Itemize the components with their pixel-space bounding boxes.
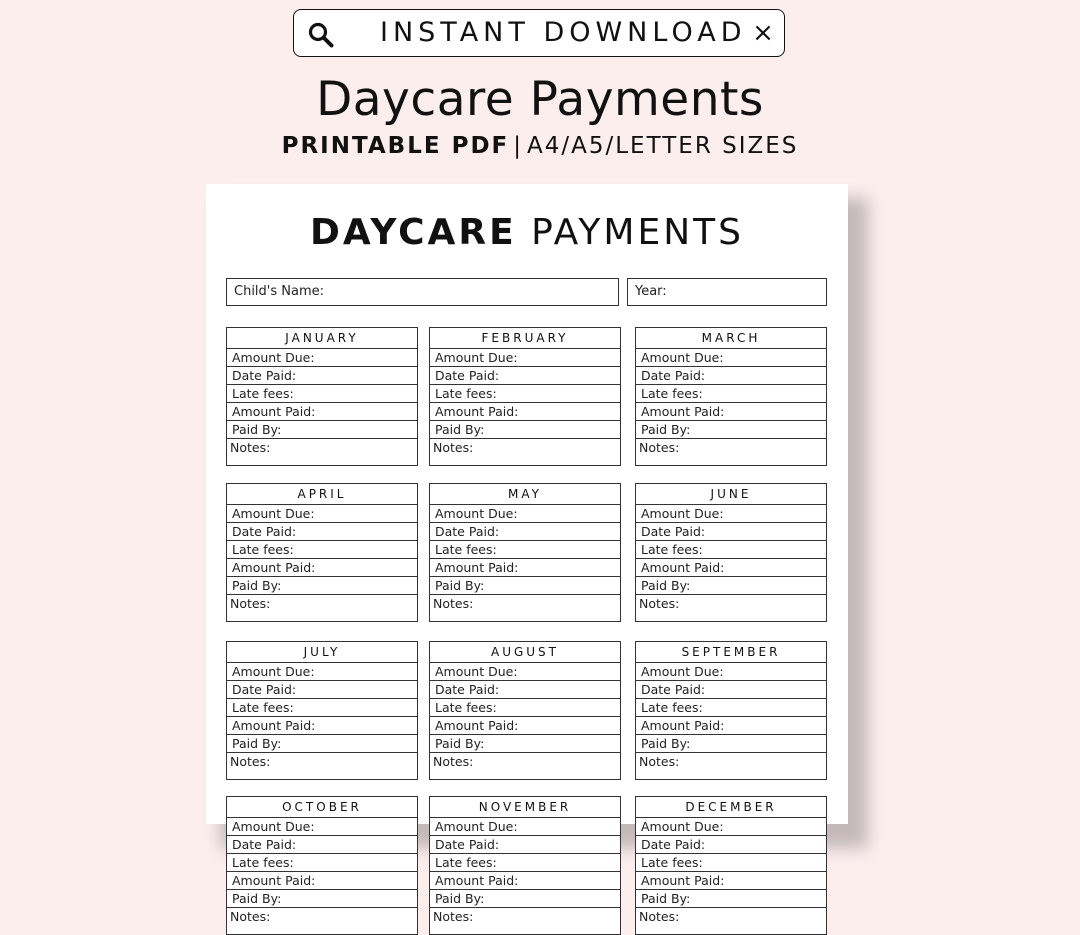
month-row-label: Notes: <box>230 440 271 455</box>
year-field: Year: <box>627 278 827 306</box>
month-row-label: Amount Due: <box>430 349 620 367</box>
month-header: SEPTEMBER <box>636 642 826 663</box>
subheadline-bold: PRINTABLE PDF <box>281 133 510 159</box>
month-block-november <box>429 796 621 935</box>
month-header: DECEMBER <box>636 797 826 818</box>
month-row-label: Paid By: <box>430 577 620 595</box>
month-row-label: Notes: <box>639 596 680 611</box>
month-row-label: Late fees: <box>227 854 417 872</box>
month-header: FEBRUARY <box>430 328 620 349</box>
month-row-label: Notes: <box>230 754 271 769</box>
month-block-january <box>226 327 418 466</box>
search-bar[interactable] <box>293 9 785 57</box>
month-header: JULY <box>227 642 417 663</box>
month-header: MARCH <box>636 328 826 349</box>
month-row-label: Date Paid: <box>227 681 417 699</box>
month-row-label: Paid By: <box>227 421 417 439</box>
month-row-label: Late fees: <box>227 699 417 717</box>
month-row-label: Date Paid: <box>636 836 826 854</box>
month-header: MAY <box>430 484 620 505</box>
month-row-label: Notes: <box>433 440 474 455</box>
month-row-label: Amount Due: <box>430 818 620 836</box>
month-row-label: Notes: <box>433 754 474 769</box>
month-row-label: Paid By: <box>636 577 826 595</box>
month-row-label: Paid By: <box>227 577 417 595</box>
month-row-label: Amount Due: <box>636 663 826 681</box>
month-row-label: Amount Paid: <box>227 872 417 890</box>
month-row-label: Amount Due: <box>227 663 417 681</box>
month-header: JUNE <box>636 484 826 505</box>
month-row-label: Amount Paid: <box>636 403 826 421</box>
month-row-label: Late fees: <box>430 854 620 872</box>
month-row-label: Paid By: <box>227 735 417 753</box>
month-row-label: Notes: <box>230 909 271 924</box>
month-row-label: Amount Paid: <box>430 717 620 735</box>
month-row-label: Paid By: <box>636 890 826 908</box>
month-header: JANUARY <box>227 328 417 349</box>
month-row-label: Date Paid: <box>430 681 620 699</box>
month-block-september <box>635 641 827 780</box>
month-row-label: Paid By: <box>430 735 620 753</box>
month-row-label: Amount Due: <box>636 505 826 523</box>
search-icon <box>308 22 334 48</box>
month-block-october <box>226 796 418 935</box>
month-row-label: Amount Paid: <box>227 559 417 577</box>
subheadline-separator: | <box>513 133 524 159</box>
month-row-label: Notes: <box>230 596 271 611</box>
month-block-december <box>635 796 827 935</box>
month-header: APRIL <box>227 484 417 505</box>
month-header: OCTOBER <box>227 797 417 818</box>
month-row-label: Late fees: <box>636 699 826 717</box>
month-row-label: Notes: <box>433 909 474 924</box>
month-row-label: Amount Paid: <box>430 403 620 421</box>
month-row-label: Late fees: <box>636 541 826 559</box>
month-row-label: Amount Paid: <box>636 872 826 890</box>
month-row-label: Notes: <box>433 596 474 611</box>
month-row-label: Amount Due: <box>430 505 620 523</box>
month-row-label: Late fees: <box>430 385 620 403</box>
month-row-label: Amount Paid: <box>430 559 620 577</box>
sheet-title-bold: DAYCARE <box>310 212 517 253</box>
month-row-label: Amount Due: <box>227 349 417 367</box>
month-row-label: Amount Paid: <box>227 403 417 421</box>
month-header: AUGUST <box>430 642 620 663</box>
month-header: NOVEMBER <box>430 797 620 818</box>
month-row-label: Late fees: <box>636 385 826 403</box>
month-row-label: Amount Due: <box>636 818 826 836</box>
month-row-label: Date Paid: <box>227 836 417 854</box>
close-icon[interactable]: × <box>752 18 774 48</box>
subheadline-sizes: A4/A5/LETTER SIZES <box>527 133 799 159</box>
month-row-label: Amount Paid: <box>227 717 417 735</box>
month-block-march <box>635 327 827 466</box>
month-row-label: Date Paid: <box>636 523 826 541</box>
child-name-field: Child's Name: <box>226 278 619 306</box>
month-row-label: Late fees: <box>430 699 620 717</box>
sheet-title <box>0 212 1054 253</box>
month-row-label: Late fees: <box>430 541 620 559</box>
month-row-label: Paid By: <box>636 421 826 439</box>
month-row-label: Late fees: <box>227 385 417 403</box>
month-row-label: Paid By: <box>430 421 620 439</box>
month-row-label: Notes: <box>639 754 680 769</box>
month-row-label: Date Paid: <box>430 367 620 385</box>
page-headline: Daycare Payments <box>316 72 764 127</box>
month-row-label: Amount Paid: <box>636 559 826 577</box>
month-row-label: Paid By: <box>636 735 826 753</box>
month-row-label: Amount Paid: <box>430 872 620 890</box>
month-block-june <box>635 483 827 622</box>
month-row-label: Paid By: <box>430 890 620 908</box>
page-subheadline <box>0 133 1080 159</box>
month-block-august <box>429 641 621 780</box>
month-row-label: Late fees: <box>636 854 826 872</box>
month-block-april <box>226 483 418 622</box>
month-row-label: Notes: <box>639 909 680 924</box>
month-row-label: Amount Due: <box>636 349 826 367</box>
month-block-may <box>429 483 621 622</box>
month-row-label: Date Paid: <box>227 367 417 385</box>
month-row-label: Amount Due: <box>227 818 417 836</box>
month-block-february <box>429 327 621 466</box>
month-row-label: Notes: <box>639 440 680 455</box>
month-row-label: Late fees: <box>227 541 417 559</box>
month-row-label: Date Paid: <box>430 523 620 541</box>
month-row-label: Paid By: <box>227 890 417 908</box>
sheet-title-rest: PAYMENTS <box>531 212 744 253</box>
search-text: INSTANT DOWNLOAD <box>380 17 747 48</box>
month-row-label: Date Paid: <box>227 523 417 541</box>
month-row-label: Amount Due: <box>227 505 417 523</box>
month-row-label: Amount Paid: <box>636 717 826 735</box>
month-block-july <box>226 641 418 780</box>
month-row-label: Amount Due: <box>430 663 620 681</box>
month-row-label: Date Paid: <box>636 681 826 699</box>
month-row-label: Date Paid: <box>636 367 826 385</box>
month-row-label: Date Paid: <box>430 836 620 854</box>
